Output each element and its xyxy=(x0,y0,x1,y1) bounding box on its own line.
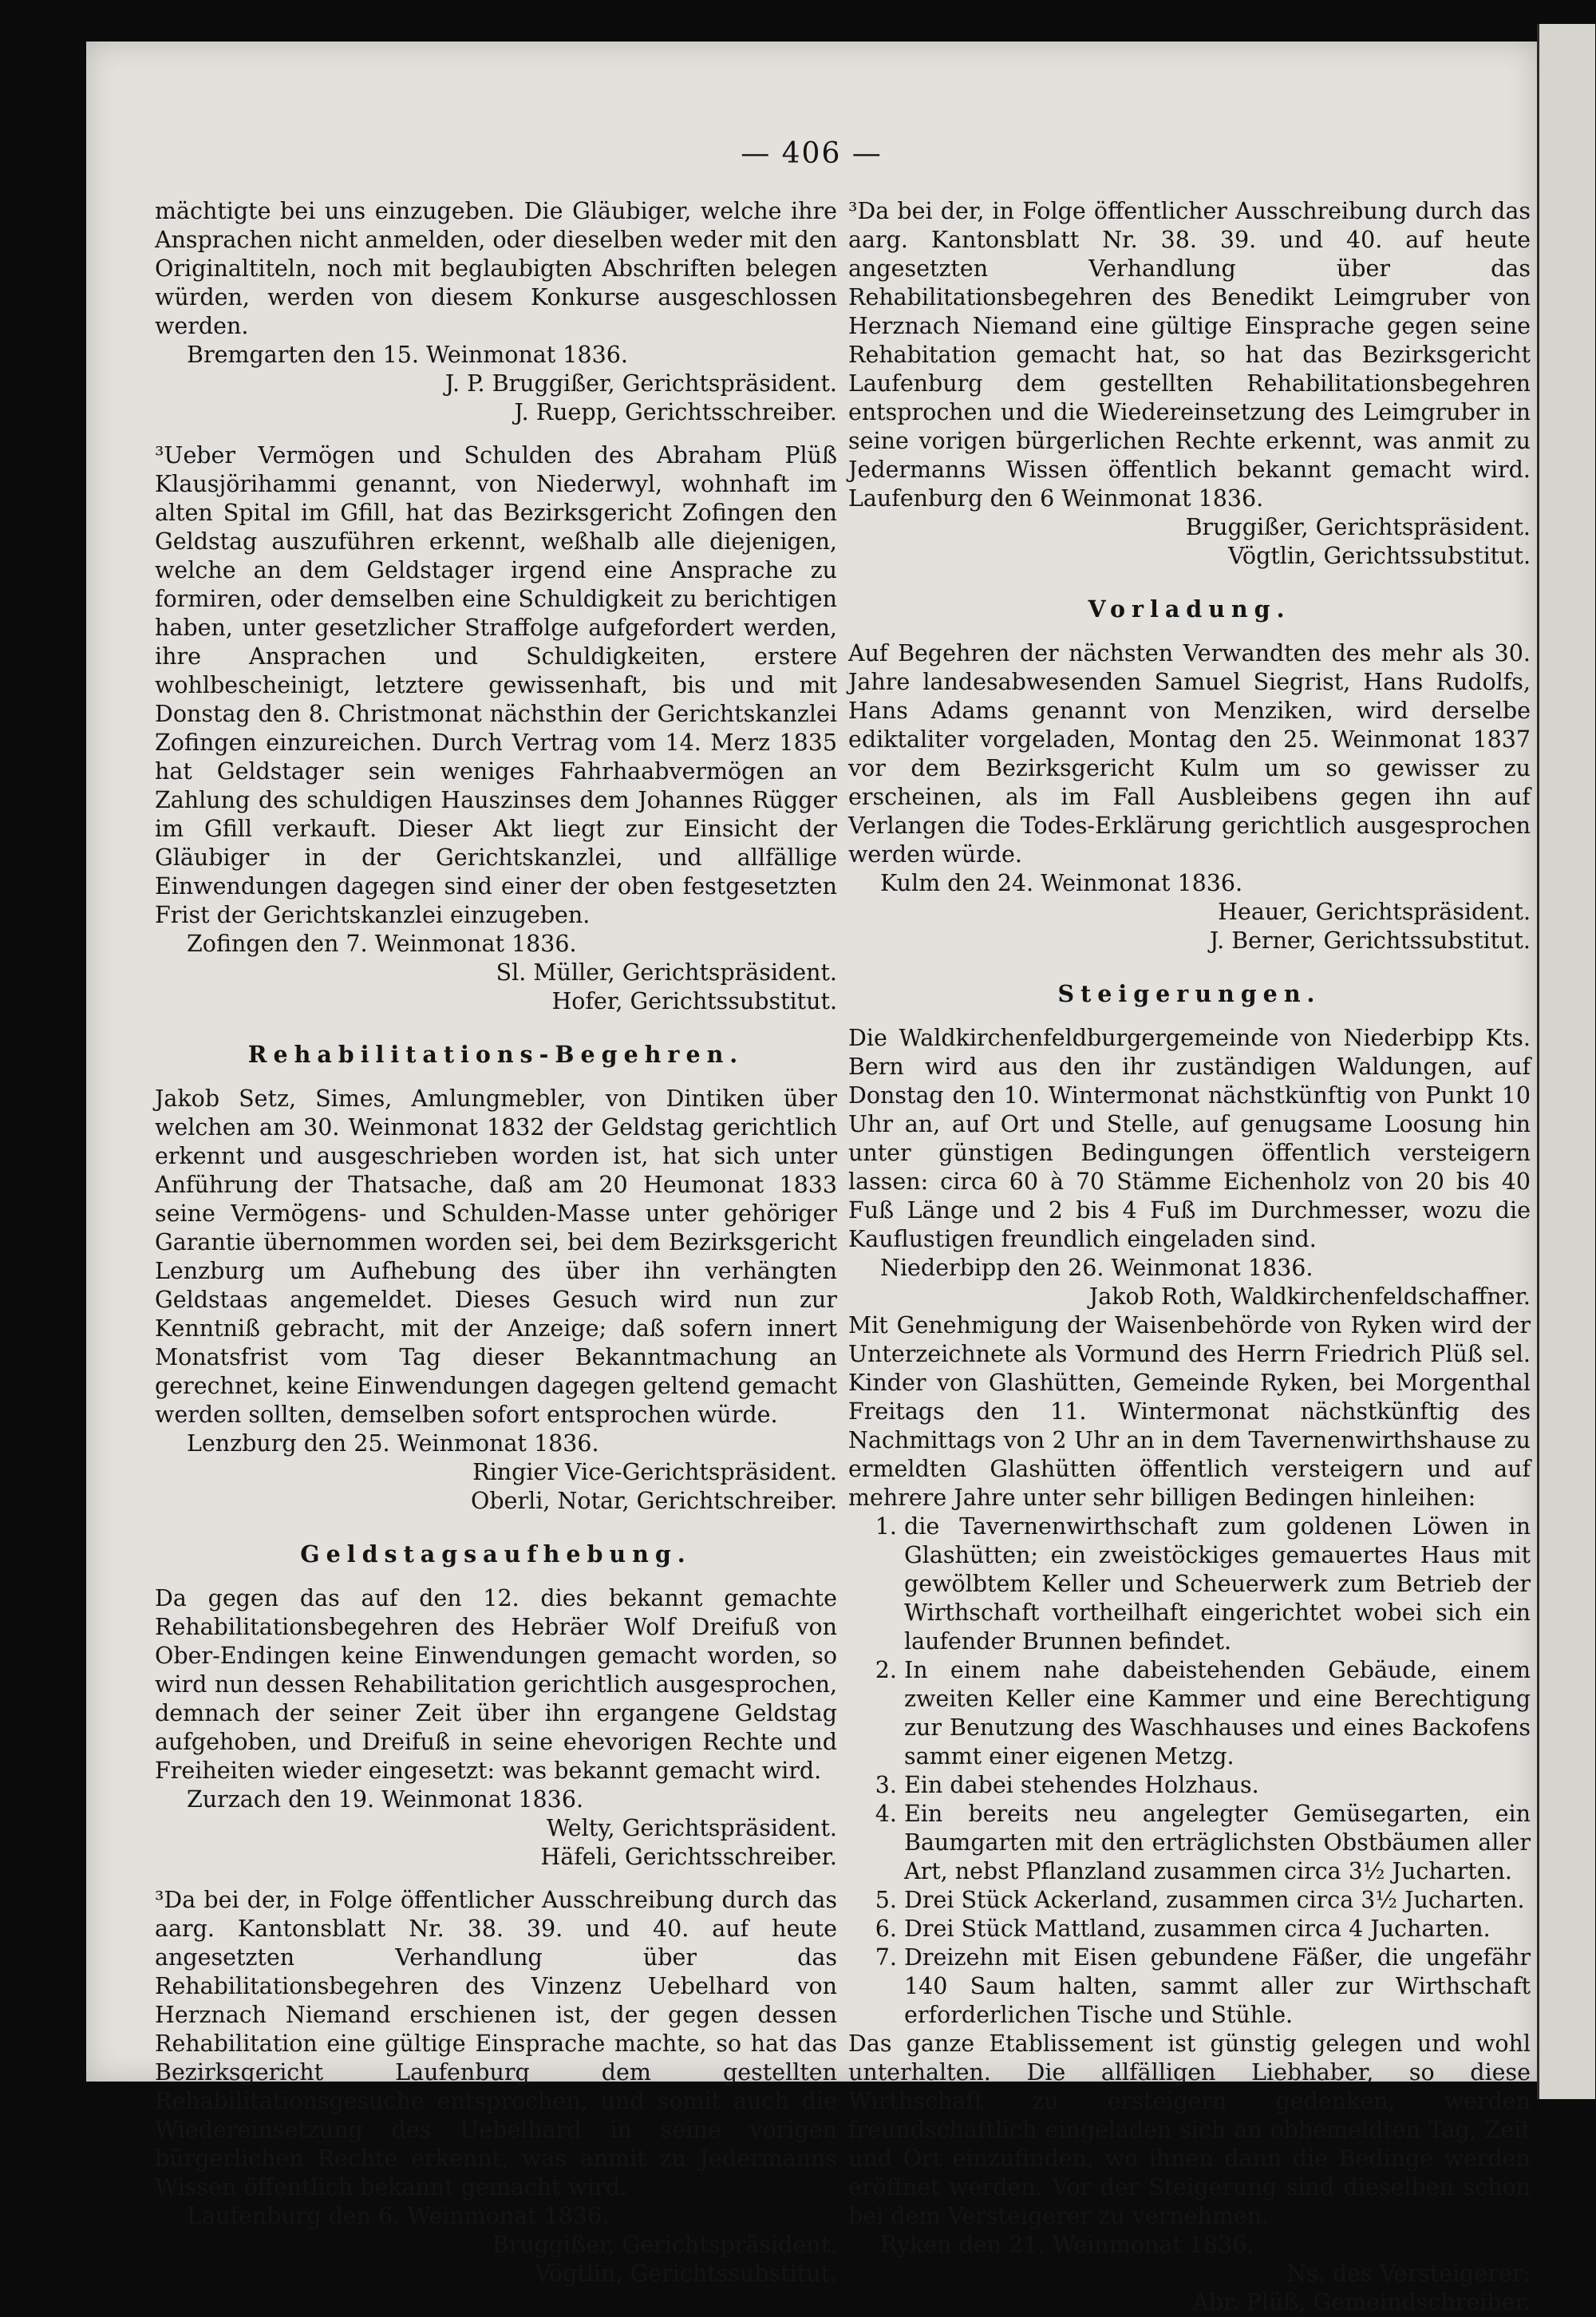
signature: Hofer, Gerichtssubstitut. xyxy=(551,988,837,1014)
notice-body: Die Waldkirchenfeldburgergemeinde von Niederbipp Kts. Bern wird aus den ihr zuständigen Waldungen, auf Donstag den 10. Wintermonat nächstkünftig von Punkt 10 Uhr an, auf Ort und Stelle, auf genugsame Loosung hin unter günstigen Bedingungen öffentlich versteigern lassen: circa 60 à 70 Stämme Eichenholz von 20 bis 40 Fuß Länge und 2 bis 4 Fuß im Durchmesser, wozu die Kauflustigen freundlich eingeladen sind. xyxy=(848,1025,1531,1252)
signature: J. P. Bruggißer, Gerichtspräsident. xyxy=(444,370,837,397)
list-item: 1. die Tavernenwirthschaft zum goldenen Löwen in Glashütten; ein zweistöckiges gemauertes Haus mit gewölbtem Keller und Scheuerwerk zum Betrieb der Wirthschaft vortheilhaft eingerichtet wobei sich ein laufender Brunnen befindet. xyxy=(904,1512,1531,1656)
signature: Sl. Müller, Gerichtspräsident. xyxy=(496,959,837,986)
signature: Ringier Vice-Gerichtspräsident. xyxy=(472,1459,837,1485)
notice-body: Mit Genehmigung der Waisenbehörde von Ryken wird der Unterzeichnete als Vormund des Herrn Friedrich Plüß sel. Kinder von Glashütten, Gemeinde Ryken, bei Morgenthal Freitags den 11. Wintermonat nächstkünftig des Nachmittags von 2 Uhr an in dem Tavernenwirthshause zu ermeldten Glashütten öffentlich versteigern und auf mehrere Jahre unter sehr billigen Bedingen hinleihen: xyxy=(848,1312,1531,1511)
list-item: 4. Ein bereits neu angelegter Gemüsegarten, ein Baumgarten mit den erträglichsten Obstbäumen aller Art, nebst Pflanzland zusammen circa 3½ Jucharten. xyxy=(904,1800,1531,1886)
notice-date: Lenzburg den 25. Weinmonat 1836. xyxy=(187,1430,599,1457)
list-item: 6. Drei Stück Mattland, zusammen circa 4 Jucharten. xyxy=(904,1915,1531,1943)
right-column xyxy=(848,197,1531,2317)
signature: Häfeli, Gerichtsschreiber. xyxy=(540,1844,837,1870)
notice-body: ³Da bei der, in Folge öffentlicher Ausschreibung durch das aarg. Kantonsblatt Nr. 38. 39. und 40. auf heute angesetzten Verhandlung über das Rehabilitationsbegehren des Benedikt Leimgruber von Herznach Niemand eine gültige Einsprache gegen seine Rehabitation gemacht hat, so hat das Bezirksgericht Laufenburg dem gestellten Rehabilitationsbegehren entsprochen und die Wiedereinsetzung des Leimgruber in seine vorigen bürgerlichen Rechte erkennt, was anmit zu Jedermanns Wissen öffentlich bekannt gemacht wird. Laufenburg den 6 Weinmonat 1836. xyxy=(848,198,1531,512)
notice-date: Kulm den 24. Weinmonat 1836. xyxy=(880,870,1243,896)
notice-body: ³Ueber Vermögen und Schulden des Abraham Plüß Klausjörihammi genannt, von Niederwyl, wohnhaft im alten Spital im Gfill, hat das Bezirksgericht Zofingen den Geldstag auszuführen erkennt, weßhalb alle diejenigen, welche an dem Geldstager irgend eine Ansprache zu formiren, oder demselben eine Schuldigkeit zu berichtigen haben, unter gesetzlicher Straffolge aufgefordert werden, ihre Ansprachen und Schuldigkeiten, erstere wohlbescheinigt, letztere gewissenhaft, bis und mit Donstag den 8. Christmonat nächsthin der Gerichtskanzlei Zofingen einzureichen. Durch Vertrag vom 14. Merz 1835 hat Geldstager sein weniges Fahrhaabvermögen an Zahlung des schuldigen Hauszinses dem Johannes Rügger im Gfill verkauft. Dieser Akt liegt zur Einsicht der Gläubiger in der Gerichtskanzlei, und allfällige Einwendungen dagegen sind einer der oben festgesetzten Frist der Gerichtskanzlei einzugeben. xyxy=(155,442,837,928)
signature: Bruggißer, Gerichtspräsident. xyxy=(1185,514,1531,540)
signature: J. Berner, Gerichtssubstitut. xyxy=(1209,927,1531,954)
list-item: 5. Drei Stück Ackerland, zusammen circa 3½ Jucharten. xyxy=(904,1886,1531,1915)
left-column xyxy=(155,197,837,2288)
auction-items-list xyxy=(848,1512,1531,2030)
page-number: — 406 — xyxy=(741,137,883,170)
signature: Welty, Gerichtspräsident. xyxy=(546,1815,837,1841)
list-item: 3. Ein dabei stehendes Holzhaus. xyxy=(904,1771,1531,1800)
newspaper-page xyxy=(86,42,1537,2315)
notice-date: Bremgarten den 15. Weinmonat 1836. xyxy=(187,342,628,368)
notice-date: Zurzach den 19. Weinmonat 1836. xyxy=(187,1786,584,1813)
section-heading: Geldstagsaufhebung. xyxy=(300,1540,692,1568)
notice-date: Ryken den 21. Weinmonat 1836. xyxy=(880,2232,1254,2258)
signature: Vögtlin, Gerichtssubstitut. xyxy=(534,2260,837,2287)
section-heading: Vorladung. xyxy=(1088,595,1291,623)
signature: Jakob Roth, Waldkirchenfeldschaffner. xyxy=(1088,1283,1531,1310)
notice-body: ³Da bei der, in Folge öffentlicher Ausschreibung durch das aarg. Kantonsblatt Nr. 38. 39. und 40. auf heute angesetzten Verhandlung über das Rehabilitationsbegehren des Vinzenz Uebelhard von Herznach Niemand erschienen ist, der gegen dessen Rehabilitation eine gültige Einsprache machte, so hat das Bezirksgericht Laufenburg dem gestellten Rehabilitationsgesuche entsprochen, und somit auch die Wiedereinsetzung des Uebelhard in seine vorigen bürgerlichen Rechte erkennt, was anmit zu Jedermanns Wissen öffentlich bekannt gemacht wird. xyxy=(155,1887,837,2200)
signature: J. Ruepp, Gerichtsschreiber. xyxy=(514,399,837,425)
signature: Heauer, Gerichtspräsident. xyxy=(1218,899,1531,925)
signature: Abr. Plüß, Gemeindschreiber. xyxy=(1192,2289,1531,2315)
list-item: 7. Dreizehn mit Eisen gebundene Fäßer, die ungefähr 140 Saum halten, sammt aller zur Wirthschaft erforderlichen Tische und Stühle. xyxy=(904,1943,1531,2030)
notice-body: Jakob Setz, Simes, Amlungmebler, von Dintiken über welchen am 30. Weinmonat 1832 der Geldstag gerichtlich erkennt und ausgeschrieben worden ist, hat sich unter Anführung der Thatsache, daß am 20 Heumonat 1833 seine Vermögens- und Schulden-Masse unter gehöriger Garantie übernommen worden sei, bei dem Bezirksgericht Lenzburg um Aufhebung des über ihn verhängten Geldstaas angemeldet. Dieses Gesuch wird nun zur Kenntniß gebracht, mit der Anzeige; daß sofern innert Monatsfrist vom Tag dieser Bekanntmachung an gerechnet, keine Einwendungen dagegen geltend gemacht werden sollten, demselben sofort entsprochen würde. xyxy=(155,1085,837,1428)
notice-body: mächtigte bei uns einzugeben. Die Gläubiger, welche ihre Ansprachen nicht anmelden, oder dieselben weder mit den Originaltiteln, noch mit beglaubigten Abschriften belegen würden, werden von diesem Konkurse ausgeschlossen werden. xyxy=(155,198,837,339)
notice-date: Niederbipp den 26. Weinmonat 1836. xyxy=(880,1255,1314,1281)
section-heading: Rehabilitations-Begehren. xyxy=(247,1041,745,1068)
section-heading: Steigerungen. xyxy=(1057,980,1321,1007)
list-item: 2. In einem nahe dabeistehenden Gebäude, einem zweiten Keller eine Kammer und eine Berechtigung zur Benutzung des Waschhauses und eines Backofens sammt einer eigenen Metzg. xyxy=(904,1656,1531,1771)
signature: Oberli, Notar, Gerichtschreiber. xyxy=(471,1488,837,1514)
notice-date: Laufenburg den 6. Weinmonat 1836. xyxy=(187,2203,610,2229)
notice-body: Da gegen das auf den 12. dies bekannt gemachte Rehabilitationsbegehren des Hebräer Wolf Dreifuß von Ober-Endingen keine Einwendungen gemacht worden, so wird nun dessen Rehabilitation gerichtlich ausgesprochen, demnach der seiner Zeit über ihn ergangene Geldstag aufgehoben, und Dreifuß in seine ehevorigen Rechte und Freiheiten wieder eingesetzt: was bekannt gemacht wird. xyxy=(155,1585,837,1784)
signature: Ns. des Versteigerer: xyxy=(1286,2260,1531,2287)
signature: Bruggißer, Gerichtspräsident. xyxy=(492,2232,837,2258)
adjacent-page-edge xyxy=(1537,24,1595,2099)
notice-body: Auf Begehren der nächsten Verwandten des mehr als 30. Jahre landesabwesenden Samuel Siegrist, Hans Rudolfs, Hans Adams genannt von Menziken, wird derselbe ediktaliter vorgeladen, Montag den 25. Weinmonat 1837 vor dem Bezirksgericht Kulm um so gewisser zu erscheinen, als im Fall Ausbleibens gegen ihn auf Verlangen die Todes-Erklärung gerichtlich ausgesprochen werden würde. xyxy=(848,640,1531,868)
notice-date: Zofingen den 7. Weinmonat 1836. xyxy=(187,931,577,957)
signature: Vögtlin, Gerichtssubstitut. xyxy=(1227,543,1531,569)
notice-body: Das ganze Etablissement ist günstig gelegen und wohl unterhalten. Die allfälligen Liebhaber, so diese Wirthschaft zu ersteigern gedenken, werden freundschaftlich eingeladen sich an obbemeldten Tag, Zeit und Ort einzufinden, wo ihnen dann die Bedinge werden eröffnet werden. Vor der Steigerung sind dieselben schon bei dem Versteigerer zu vernehmen. xyxy=(848,2030,1531,2229)
